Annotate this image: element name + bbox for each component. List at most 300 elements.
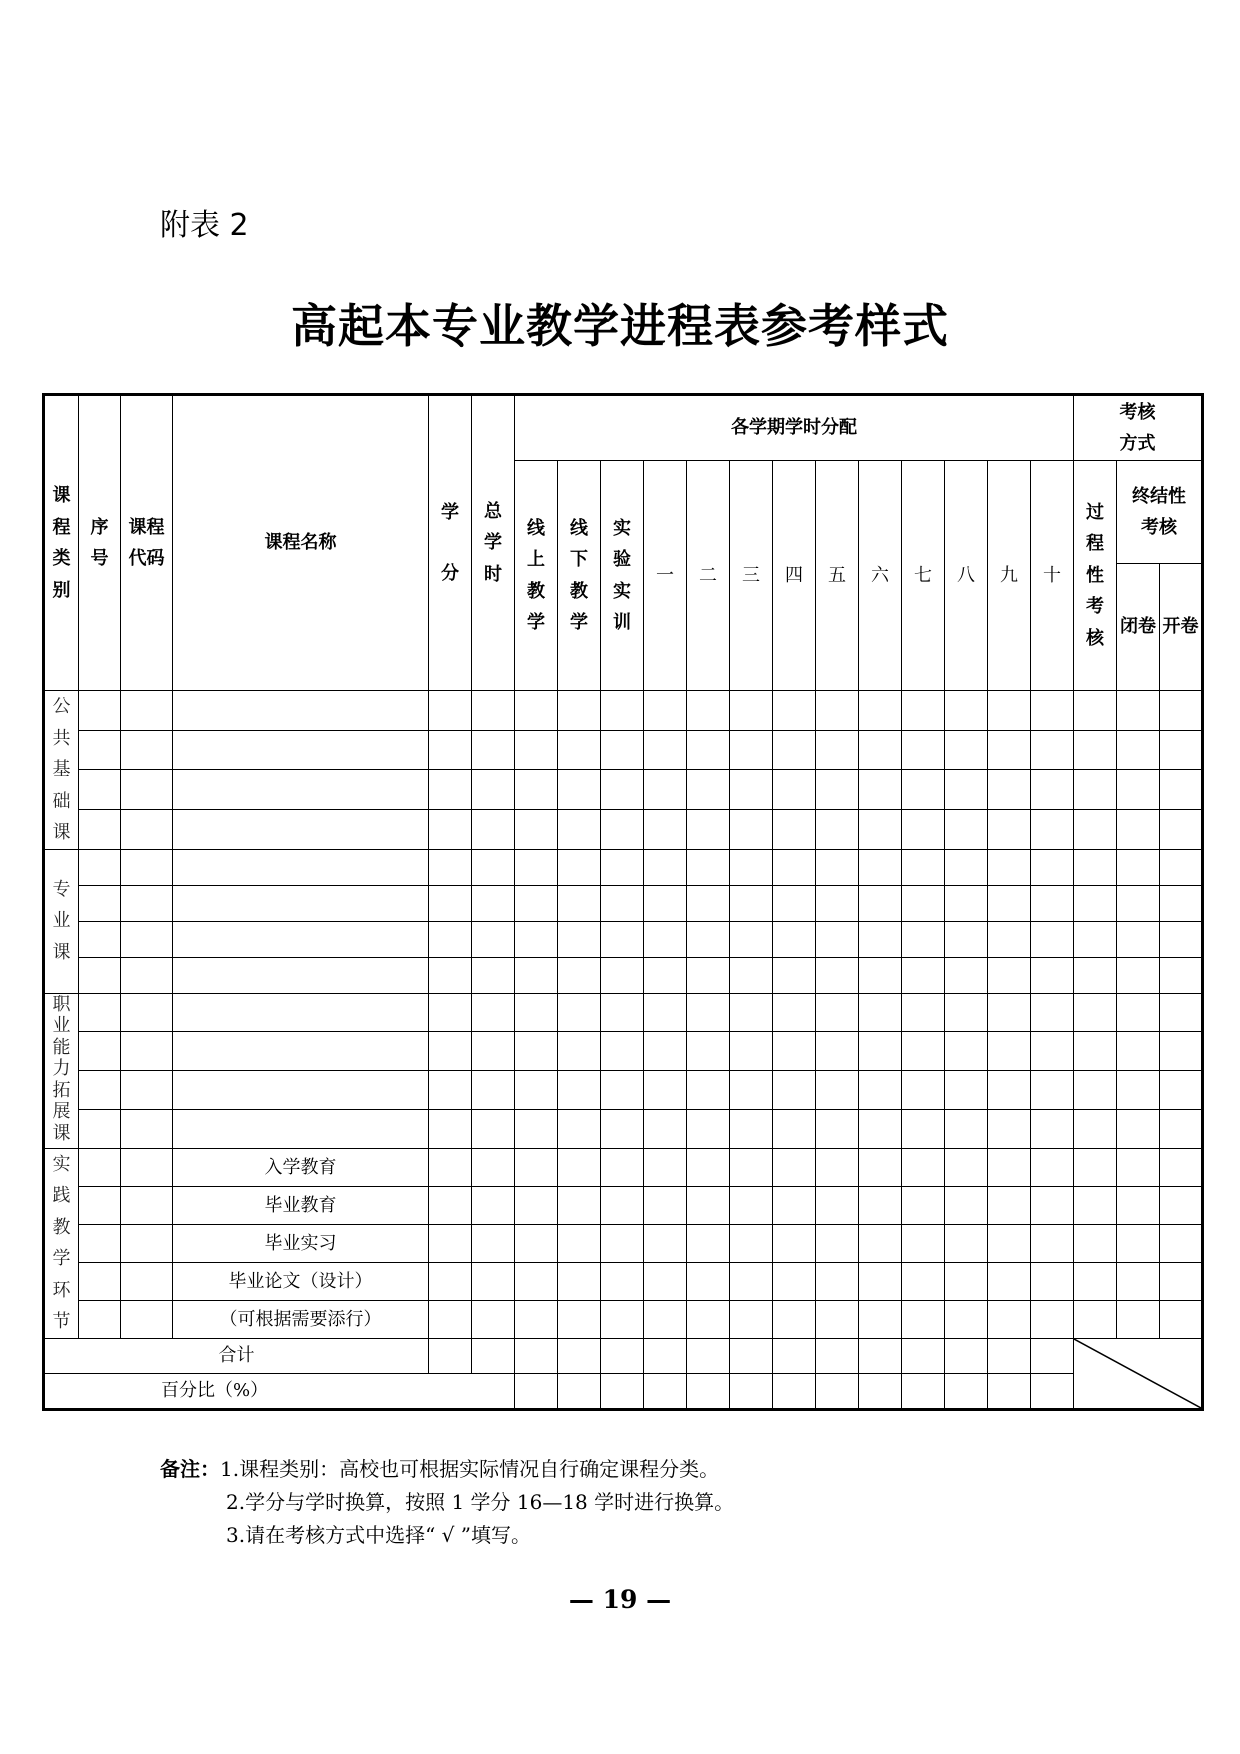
value-cell[interactable] (1074, 1071, 1117, 1110)
value-cell[interactable] (429, 1032, 472, 1071)
value-cell[interactable] (644, 1071, 687, 1110)
value-cell[interactable] (429, 885, 472, 921)
value-cell[interactable] (687, 885, 730, 921)
total-value-cell[interactable] (816, 1338, 859, 1373)
value-cell[interactable] (558, 1262, 601, 1300)
value-cell[interactable] (558, 1071, 601, 1110)
value-cell[interactable] (1117, 809, 1160, 849)
value-cell[interactable] (816, 1071, 859, 1110)
value-cell[interactable] (988, 691, 1031, 731)
code-cell[interactable] (121, 921, 173, 957)
value-cell[interactable] (988, 885, 1031, 921)
value-cell[interactable] (1160, 993, 1203, 1032)
value-cell[interactable] (687, 993, 730, 1032)
value-cell[interactable] (472, 993, 515, 1032)
course-name-cell[interactable]: 毕业教育 (173, 1186, 429, 1224)
value-cell[interactable] (1074, 1148, 1117, 1186)
code-cell[interactable] (121, 885, 173, 921)
value-cell[interactable] (988, 993, 1031, 1032)
code-cell[interactable] (121, 1186, 173, 1224)
total-value-cell[interactable] (1031, 1338, 1074, 1373)
total-value-cell[interactable] (902, 1338, 945, 1373)
value-cell[interactable] (1117, 730, 1160, 770)
course-name-cell[interactable] (173, 730, 429, 770)
value-cell[interactable] (1160, 849, 1203, 885)
value-cell[interactable] (1074, 730, 1117, 770)
value-cell[interactable] (429, 730, 472, 770)
percent-value-cell[interactable] (945, 1373, 988, 1409)
value-cell[interactable] (687, 1071, 730, 1110)
value-cell[interactable] (1031, 1186, 1074, 1224)
percent-value-cell[interactable] (558, 1373, 601, 1409)
value-cell[interactable] (472, 1032, 515, 1071)
value-cell[interactable] (1160, 809, 1203, 849)
value-cell[interactable] (472, 1224, 515, 1262)
value-cell[interactable] (558, 1300, 601, 1338)
value-cell[interactable] (558, 957, 601, 993)
value-cell[interactable] (1074, 1262, 1117, 1300)
value-cell[interactable] (902, 849, 945, 885)
total-value-cell[interactable] (515, 1338, 558, 1373)
value-cell[interactable] (902, 691, 945, 731)
value-cell[interactable] (1117, 1110, 1160, 1149)
value-cell[interactable] (902, 809, 945, 849)
value-cell[interactable] (644, 770, 687, 810)
value-cell[interactable] (644, 691, 687, 731)
value-cell[interactable] (945, 691, 988, 731)
value-cell[interactable] (902, 770, 945, 810)
value-cell[interactable] (644, 921, 687, 957)
code-cell[interactable] (121, 1224, 173, 1262)
value-cell[interactable] (945, 1071, 988, 1110)
course-name-cell[interactable] (173, 993, 429, 1032)
value-cell[interactable] (472, 691, 515, 731)
value-cell[interactable] (687, 809, 730, 849)
value-cell[interactable] (816, 1186, 859, 1224)
value-cell[interactable] (902, 1300, 945, 1338)
percent-value-cell[interactable] (644, 1373, 687, 1409)
value-cell[interactable] (558, 885, 601, 921)
percent-value-cell[interactable] (515, 1373, 558, 1409)
value-cell[interactable] (859, 770, 902, 810)
value-cell[interactable] (988, 1071, 1031, 1110)
value-cell[interactable] (945, 921, 988, 957)
value-cell[interactable] (988, 1032, 1031, 1071)
value-cell[interactable] (429, 1110, 472, 1149)
value-cell[interactable] (773, 1032, 816, 1071)
value-cell[interactable] (1031, 691, 1074, 731)
value-cell[interactable] (773, 730, 816, 770)
value-cell[interactable] (558, 809, 601, 849)
value-cell[interactable] (429, 691, 472, 731)
value-cell[interactable] (1117, 1148, 1160, 1186)
total-value-cell[interactable] (472, 1338, 515, 1373)
code-cell[interactable] (121, 849, 173, 885)
value-cell[interactable] (687, 1110, 730, 1149)
value-cell[interactable] (515, 849, 558, 885)
value-cell[interactable] (1074, 849, 1117, 885)
total-value-cell[interactable] (945, 1338, 988, 1373)
value-cell[interactable] (515, 1186, 558, 1224)
value-cell[interactable] (1031, 1224, 1074, 1262)
value-cell[interactable] (429, 993, 472, 1032)
value-cell[interactable] (472, 921, 515, 957)
value-cell[interactable] (601, 1148, 644, 1186)
value-cell[interactable] (945, 730, 988, 770)
value-cell[interactable] (515, 1110, 558, 1149)
value-cell[interactable] (1117, 1300, 1160, 1338)
value-cell[interactable] (730, 691, 773, 731)
value-cell[interactable] (773, 849, 816, 885)
value-cell[interactable] (644, 1110, 687, 1149)
value-cell[interactable] (730, 1148, 773, 1186)
value-cell[interactable] (1031, 885, 1074, 921)
value-cell[interactable] (687, 1148, 730, 1186)
total-value-cell[interactable] (429, 1338, 472, 1373)
value-cell[interactable] (1074, 921, 1117, 957)
value-cell[interactable] (687, 1224, 730, 1262)
value-cell[interactable] (601, 885, 644, 921)
value-cell[interactable] (687, 1262, 730, 1300)
value-cell[interactable] (859, 1186, 902, 1224)
value-cell[interactable] (472, 1300, 515, 1338)
value-cell[interactable] (945, 1262, 988, 1300)
value-cell[interactable] (902, 957, 945, 993)
value-cell[interactable] (902, 1032, 945, 1071)
code-cell[interactable] (121, 730, 173, 770)
value-cell[interactable] (730, 1224, 773, 1262)
value-cell[interactable] (988, 1186, 1031, 1224)
value-cell[interactable] (601, 1262, 644, 1300)
total-value-cell[interactable] (601, 1338, 644, 1373)
serial-cell[interactable] (79, 1071, 121, 1110)
value-cell[interactable] (429, 1071, 472, 1110)
serial-cell[interactable] (79, 957, 121, 993)
serial-cell[interactable] (79, 691, 121, 731)
value-cell[interactable] (730, 1262, 773, 1300)
value-cell[interactable] (859, 1262, 902, 1300)
value-cell[interactable] (1117, 849, 1160, 885)
value-cell[interactable] (472, 957, 515, 993)
value-cell[interactable] (644, 1300, 687, 1338)
percent-value-cell[interactable] (988, 1373, 1031, 1409)
serial-cell[interactable] (79, 885, 121, 921)
value-cell[interactable] (644, 730, 687, 770)
code-cell[interactable] (121, 809, 173, 849)
value-cell[interactable] (1160, 1071, 1203, 1110)
value-cell[interactable] (730, 993, 773, 1032)
course-name-cell[interactable] (173, 849, 429, 885)
value-cell[interactable] (1074, 809, 1117, 849)
value-cell[interactable] (515, 1148, 558, 1186)
value-cell[interactable] (988, 1300, 1031, 1338)
code-cell[interactable] (121, 1262, 173, 1300)
value-cell[interactable] (945, 770, 988, 810)
course-name-cell[interactable] (173, 957, 429, 993)
value-cell[interactable] (515, 1224, 558, 1262)
value-cell[interactable] (601, 993, 644, 1032)
value-cell[interactable] (945, 849, 988, 885)
value-cell[interactable] (472, 730, 515, 770)
serial-cell[interactable] (79, 921, 121, 957)
value-cell[interactable] (902, 1262, 945, 1300)
value-cell[interactable] (558, 993, 601, 1032)
value-cell[interactable] (1160, 885, 1203, 921)
value-cell[interactable] (816, 1300, 859, 1338)
value-cell[interactable] (945, 809, 988, 849)
value-cell[interactable] (429, 957, 472, 993)
code-cell[interactable] (121, 1148, 173, 1186)
code-cell[interactable] (121, 957, 173, 993)
value-cell[interactable] (429, 921, 472, 957)
value-cell[interactable] (429, 1300, 472, 1338)
value-cell[interactable] (601, 770, 644, 810)
value-cell[interactable] (988, 1148, 1031, 1186)
value-cell[interactable] (859, 730, 902, 770)
course-name-cell[interactable]: 毕业实习 (173, 1224, 429, 1262)
serial-cell[interactable] (79, 993, 121, 1032)
value-cell[interactable] (644, 885, 687, 921)
serial-cell[interactable] (79, 1300, 121, 1338)
value-cell[interactable] (515, 921, 558, 957)
value-cell[interactable] (859, 1300, 902, 1338)
value-cell[interactable] (515, 993, 558, 1032)
percent-value-cell[interactable] (601, 1373, 644, 1409)
value-cell[interactable] (687, 691, 730, 731)
value-cell[interactable] (859, 957, 902, 993)
value-cell[interactable] (816, 1110, 859, 1149)
value-cell[interactable] (859, 885, 902, 921)
value-cell[interactable] (773, 1071, 816, 1110)
value-cell[interactable] (601, 921, 644, 957)
value-cell[interactable] (730, 921, 773, 957)
value-cell[interactable] (1074, 1186, 1117, 1224)
percent-value-cell[interactable] (730, 1373, 773, 1409)
value-cell[interactable] (816, 849, 859, 885)
value-cell[interactable] (601, 730, 644, 770)
value-cell[interactable] (1160, 1186, 1203, 1224)
value-cell[interactable] (1160, 1148, 1203, 1186)
code-cell[interactable] (121, 1071, 173, 1110)
value-cell[interactable] (644, 1186, 687, 1224)
value-cell[interactable] (902, 1110, 945, 1149)
value-cell[interactable] (601, 1300, 644, 1338)
course-name-cell[interactable] (173, 1071, 429, 1110)
percent-value-cell[interactable] (773, 1373, 816, 1409)
course-name-cell[interactable] (173, 770, 429, 810)
value-cell[interactable] (730, 1110, 773, 1149)
serial-cell[interactable] (79, 1224, 121, 1262)
value-cell[interactable] (1074, 1224, 1117, 1262)
value-cell[interactable] (773, 770, 816, 810)
course-name-cell[interactable] (173, 691, 429, 731)
value-cell[interactable] (1031, 770, 1074, 810)
value-cell[interactable] (601, 1110, 644, 1149)
value-cell[interactable] (773, 691, 816, 731)
value-cell[interactable] (429, 770, 472, 810)
value-cell[interactable] (816, 1032, 859, 1071)
value-cell[interactable] (429, 809, 472, 849)
serial-cell[interactable] (79, 809, 121, 849)
value-cell[interactable] (816, 730, 859, 770)
course-name-cell[interactable]: （可根据需要添行） (173, 1300, 429, 1338)
value-cell[interactable] (472, 1186, 515, 1224)
value-cell[interactable] (601, 1071, 644, 1110)
value-cell[interactable] (1117, 885, 1160, 921)
value-cell[interactable] (1031, 993, 1074, 1032)
value-cell[interactable] (1031, 1262, 1074, 1300)
value-cell[interactable] (472, 849, 515, 885)
value-cell[interactable] (730, 885, 773, 921)
value-cell[interactable] (1031, 730, 1074, 770)
value-cell[interactable] (988, 957, 1031, 993)
course-name-cell[interactable] (173, 921, 429, 957)
course-name-cell[interactable] (173, 809, 429, 849)
value-cell[interactable] (945, 1300, 988, 1338)
value-cell[interactable] (1160, 1224, 1203, 1262)
percent-value-cell[interactable] (859, 1373, 902, 1409)
value-cell[interactable] (515, 1032, 558, 1071)
value-cell[interactable] (859, 1032, 902, 1071)
value-cell[interactable] (1031, 957, 1074, 993)
value-cell[interactable] (601, 957, 644, 993)
value-cell[interactable] (1160, 1262, 1203, 1300)
value-cell[interactable] (945, 1186, 988, 1224)
value-cell[interactable] (859, 1148, 902, 1186)
value-cell[interactable] (730, 849, 773, 885)
value-cell[interactable] (1074, 957, 1117, 993)
value-cell[interactable] (1031, 1148, 1074, 1186)
value-cell[interactable] (902, 730, 945, 770)
value-cell[interactable] (1117, 770, 1160, 810)
value-cell[interactable] (515, 809, 558, 849)
value-cell[interactable] (773, 1110, 816, 1149)
total-value-cell[interactable] (988, 1338, 1031, 1373)
value-cell[interactable] (902, 1071, 945, 1110)
value-cell[interactable] (515, 770, 558, 810)
value-cell[interactable] (644, 1224, 687, 1262)
value-cell[interactable] (558, 1148, 601, 1186)
value-cell[interactable] (902, 1186, 945, 1224)
value-cell[interactable] (515, 957, 558, 993)
value-cell[interactable] (429, 1148, 472, 1186)
value-cell[interactable] (1160, 770, 1203, 810)
value-cell[interactable] (1160, 1032, 1203, 1071)
value-cell[interactable] (558, 730, 601, 770)
value-cell[interactable] (601, 809, 644, 849)
value-cell[interactable] (773, 809, 816, 849)
value-cell[interactable] (773, 993, 816, 1032)
serial-cell[interactable] (79, 1032, 121, 1071)
value-cell[interactable] (988, 1262, 1031, 1300)
value-cell[interactable] (601, 1032, 644, 1071)
value-cell[interactable] (644, 993, 687, 1032)
value-cell[interactable] (816, 1148, 859, 1186)
value-cell[interactable] (859, 921, 902, 957)
value-cell[interactable] (1117, 1071, 1160, 1110)
value-cell[interactable] (515, 730, 558, 770)
value-cell[interactable] (816, 993, 859, 1032)
value-cell[interactable] (988, 809, 1031, 849)
value-cell[interactable] (902, 1148, 945, 1186)
value-cell[interactable] (515, 691, 558, 731)
value-cell[interactable] (1117, 1224, 1160, 1262)
value-cell[interactable] (601, 1186, 644, 1224)
value-cell[interactable] (687, 1300, 730, 1338)
value-cell[interactable] (644, 809, 687, 849)
value-cell[interactable] (558, 921, 601, 957)
total-value-cell[interactable] (558, 1338, 601, 1373)
value-cell[interactable] (1117, 921, 1160, 957)
value-cell[interactable] (945, 1148, 988, 1186)
value-cell[interactable] (1031, 1071, 1074, 1110)
serial-cell[interactable] (79, 730, 121, 770)
value-cell[interactable] (472, 1110, 515, 1149)
value-cell[interactable] (472, 885, 515, 921)
serial-cell[interactable] (79, 849, 121, 885)
value-cell[interactable] (1074, 1300, 1117, 1338)
value-cell[interactable] (1160, 1110, 1203, 1149)
value-cell[interactable] (1160, 1300, 1203, 1338)
value-cell[interactable] (773, 885, 816, 921)
percent-value-cell[interactable] (1031, 1373, 1074, 1409)
value-cell[interactable] (1074, 691, 1117, 731)
value-cell[interactable] (558, 1186, 601, 1224)
value-cell[interactable] (687, 770, 730, 810)
value-cell[interactable] (429, 1224, 472, 1262)
value-cell[interactable] (687, 957, 730, 993)
value-cell[interactable] (902, 885, 945, 921)
value-cell[interactable] (773, 1262, 816, 1300)
value-cell[interactable] (1074, 993, 1117, 1032)
total-value-cell[interactable] (859, 1338, 902, 1373)
value-cell[interactable] (1117, 1262, 1160, 1300)
value-cell[interactable] (988, 1110, 1031, 1149)
value-cell[interactable] (988, 849, 1031, 885)
value-cell[interactable] (816, 770, 859, 810)
value-cell[interactable] (1031, 849, 1074, 885)
value-cell[interactable] (859, 849, 902, 885)
value-cell[interactable] (472, 770, 515, 810)
value-cell[interactable] (472, 1262, 515, 1300)
value-cell[interactable] (472, 1071, 515, 1110)
value-cell[interactable] (859, 1110, 902, 1149)
value-cell[interactable] (558, 849, 601, 885)
value-cell[interactable] (988, 730, 1031, 770)
percent-value-cell[interactable] (902, 1373, 945, 1409)
value-cell[interactable] (730, 1071, 773, 1110)
value-cell[interactable] (816, 1262, 859, 1300)
serial-cell[interactable] (79, 1262, 121, 1300)
code-cell[interactable] (121, 993, 173, 1032)
value-cell[interactable] (515, 1071, 558, 1110)
value-cell[interactable] (687, 730, 730, 770)
value-cell[interactable] (902, 1224, 945, 1262)
value-cell[interactable] (773, 1186, 816, 1224)
code-cell[interactable] (121, 1300, 173, 1338)
value-cell[interactable] (773, 1300, 816, 1338)
value-cell[interactable] (988, 770, 1031, 810)
value-cell[interactable] (902, 993, 945, 1032)
value-cell[interactable] (1117, 957, 1160, 993)
value-cell[interactable] (429, 1262, 472, 1300)
value-cell[interactable] (773, 1148, 816, 1186)
course-name-cell[interactable] (173, 1032, 429, 1071)
value-cell[interactable] (773, 957, 816, 993)
value-cell[interactable] (515, 1300, 558, 1338)
value-cell[interactable] (644, 1032, 687, 1071)
value-cell[interactable] (988, 921, 1031, 957)
